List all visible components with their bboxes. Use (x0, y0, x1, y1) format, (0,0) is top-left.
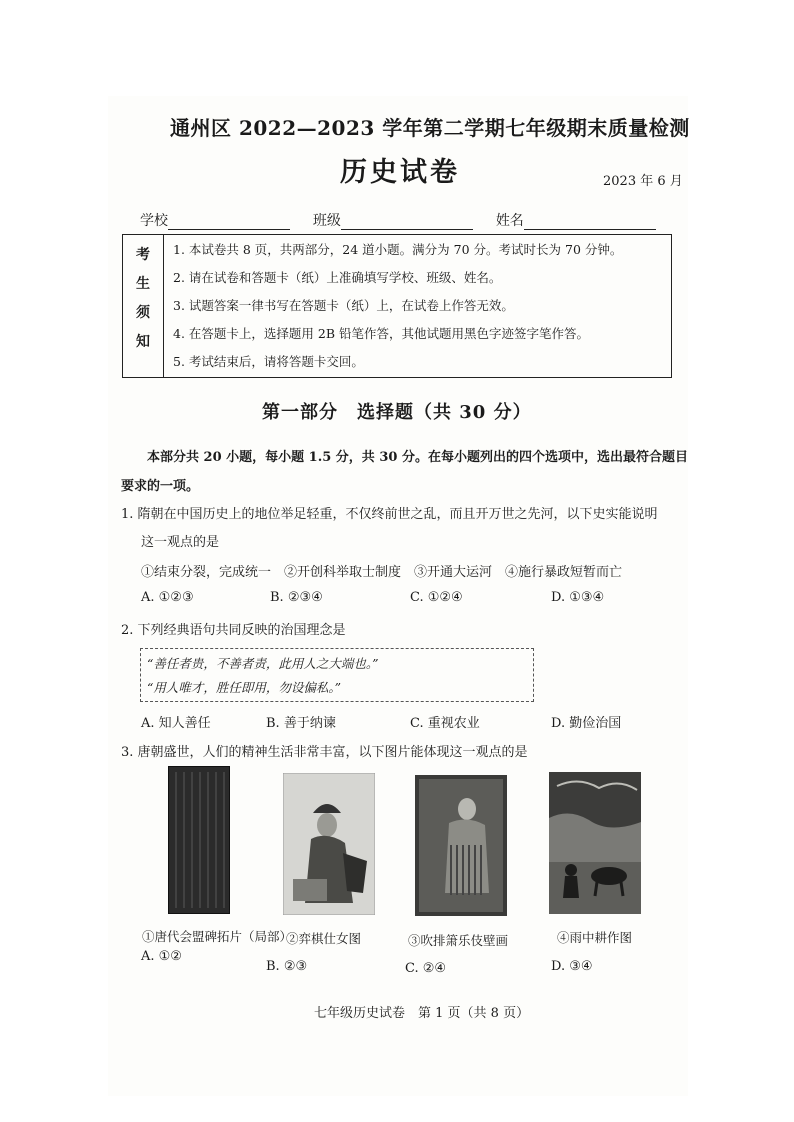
musician-mural-image (415, 775, 507, 916)
q3-option-c[interactable]: C. ②④ (405, 961, 447, 976)
q2-stem: 2. 下列经典语句共同反映的治国理念是 (121, 623, 346, 638)
q1-option-d[interactable]: D. ①③④ (551, 590, 605, 605)
class-label: 班级 (312, 213, 341, 229)
q2-option-c[interactable]: C. 重视农业 (410, 716, 480, 731)
q3-caption-2: ②弈棋仕女图 (286, 931, 362, 946)
name-blank (524, 215, 656, 230)
section-title: 第一部分 选择题（共 30 分） (262, 402, 532, 423)
notice-item: 2. 请在试卷和答题卡（纸）上准确填写学校、班级、姓名。 (173, 270, 502, 285)
q2-option-b[interactable]: B. 善于纳谏 (266, 716, 336, 731)
student-info-row (140, 210, 656, 230)
ploughing-painting-image (549, 772, 641, 914)
q1-stem-line2: 这一观点的是 (141, 535, 220, 550)
q1-option-b[interactable]: B. ②③④ (270, 590, 323, 605)
exam-title: 通州区 2022—2023 学年第二学期七年级期末质量检测 (170, 116, 690, 140)
q2-option-d[interactable]: D. 勤俭治国 (551, 716, 622, 731)
name-label: 姓名 (495, 213, 524, 229)
q2-option-a[interactable]: A. 知人善任 (141, 716, 211, 731)
notice-heading: 考 生 须 知 (123, 235, 164, 378)
q1-option-a[interactable]: A. ①②③ (141, 590, 194, 605)
weiqi-lady-painting-image (283, 773, 375, 915)
q3-caption-4: ④雨中耕作图 (557, 930, 633, 945)
notice-items (164, 235, 672, 378)
exam-notice-table (122, 234, 672, 378)
q1-stem-line1: 1. 隋朝在中国历史上的地位举足轻重，不仅终前世之乱，而且开万世之先河，以下史实能说明 (121, 507, 658, 522)
exam-subtitle: 历史试卷 (340, 157, 460, 188)
exam-date: 2023 年 6 月 (603, 174, 683, 189)
notice-item: 1. 本试卷共 8 页，共两部分，24 道小题。满分为 70 分。考试时长为 70 分钟。 (173, 242, 623, 257)
q1-option-c[interactable]: C. ①②④ (410, 590, 463, 605)
notice-item: 5. 考试结束后，请将答题卡交回。 (173, 354, 364, 369)
school-blank (168, 215, 290, 230)
section-intro-line1: 本部分共 20 小题，每小题 1.5 分，共 30 分。在每小题列出的四个选项中，选出最符合题目 (147, 450, 688, 465)
class-blank (341, 215, 473, 230)
q2-quote-2: “用人唯才，胜任即用，勿设偏私。” (147, 680, 342, 695)
section-intro-line2: 要求的一项。 (121, 479, 200, 494)
notice-item: 3. 试题答案一律书写在答题卡（纸）上，在试卷上作答无效。 (173, 298, 514, 313)
q3-stem: 3. 唐朝盛世，人们的精神生活非常丰富，以下图片能体现这一观点的是 (121, 745, 528, 760)
q3-option-d[interactable]: D. ③④ (551, 959, 593, 974)
q3-option-b[interactable]: B. ②③ (266, 959, 308, 974)
notice-item: 4. 在答题卡上，选择题用 2B 铅笔作答，其他试题用黑色字迹签字笔作答。 (173, 326, 589, 341)
page-footer: 七年级历史试卷 第 1 页（共 8 页） (314, 1006, 530, 1021)
q1-statements: ①结束分裂，完成统一 ②开创科举取士制度 ③开通大运河 ④施行暴政短暂而亡 (141, 565, 623, 580)
stele-rubbing-image (168, 766, 230, 914)
q3-caption-1: ①唐代会盟碑拓片（局部） (142, 929, 293, 944)
q3-caption-3: ③吹排箫乐伎壁画 (408, 933, 509, 948)
q2-quote-1: “善任者贵，不善者责，此用人之大端也。” (147, 656, 379, 671)
q3-option-a[interactable]: A. ①② (141, 949, 182, 964)
school-label: 学校 (140, 213, 168, 229)
